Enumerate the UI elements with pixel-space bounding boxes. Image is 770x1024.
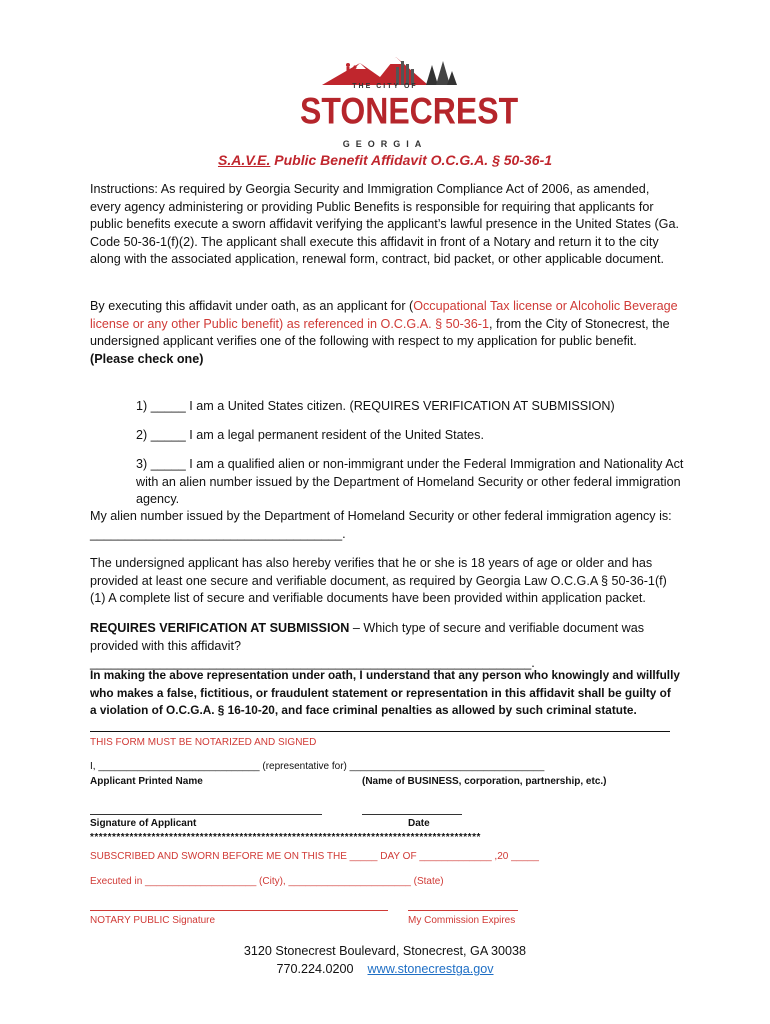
verification-question: – Which type of secure and verifiable document was provided with this affidavit? _______________________________________________________________. [90,621,645,671]
section-divider [90,731,670,732]
logo-the-city-of: THE CITY OF [352,83,418,90]
applicant-printed-name-label: Applicant Printed Name [90,776,203,787]
commission-expires-line [408,910,518,911]
executed-in-line: Executed in ____________________ (City), ______________________ (State) [90,876,444,887]
notary-signature-label: NOTARY PUBLIC Signature [90,915,216,926]
title-abbreviation: S.A.V.E. [217,152,271,168]
oath-tail: , from the City of Stonecrest, the undersigned applicant verifies one of the following with respect to my application for public benefit. [90,316,670,349]
penalty-paragraph: In making the above representation under oath, I understand that any person who knowingly and willfully who makes a false, fictitious, or fraudulent statement or representation in this affidavit shall be guilty of a violation of O.C.G.A. § 16-10-20, and face criminal penalties as allowed by such criminal statute. [90,668,680,718]
option-qualified-alien: 3) _____ I am a qualified alien or non-immigrant under the Federal Immigration and Nationality Act with an alien number issued by the Department of Homeland Security or other federal immigration agency. [136,457,684,507]
oath-lead: By executing this affidavit under oath, as an applicant for ( [90,299,414,313]
signature-line [90,814,322,815]
signature-of-applicant-label: Signature of Applicant [90,818,197,829]
date-label: Date [408,818,430,829]
footer-contact [0,962,770,976]
check-one-label: (Please check one) [90,351,204,366]
subscribed-sworn-line: SUBSCRIBED AND SWORN BEFORE ME ON THIS THE _____ DAY OF _____________ ,20 _____ [90,851,539,862]
oath-benefit-reference: Occupational Tax license or Alcoholic Beverage license or any other Public benefit) as referenced in O.C.G.A. § 50-36-1 [90,299,678,331]
commission-expires-label: My Commission Expires [408,915,516,926]
verification-heading: REQUIRES VERIFICATION AT SUBMISSION [90,621,350,635]
date-line [362,814,462,815]
oath-paragraph [90,298,680,368]
business-name-label: (Name of BUSINESS, corporation, partnership, etc.) [362,776,607,787]
alien-number-line: My alien number issued by the Department of Homeland Security or other federal immigration agency is: ____________________________________. [90,509,672,541]
star-separator: ***************************************************************************************** [90,832,481,843]
footer-address: 3120 Stonecrest Boulevard, Stonecrest, GA 30038 [243,944,527,958]
verification-paragraph [90,620,680,673]
notary-signature-line [90,910,388,911]
age-statement-paragraph: The undersigned applicant has also hereby verifies that he or she is 18 years of age or older and has provided at least one secure and verifiable document, as required by Georgia Law O.C.G.A § 50-36-1(f) (1) A complete list of secure and verifiable documents have been provided within application packet. [90,556,667,606]
option-citizen: 1) _____ I am a United States citizen. (REQUIRES VERIFICATION AT SUBMISSION) [136,399,615,413]
representative-line: I, _____________________________ (representative for) ___________________________________ [90,761,545,772]
notarize-notice: THIS FORM MUST BE NOTARIZED AND SIGNED [90,737,317,748]
logo-state: GEORGIA [342,139,428,149]
option-permanent-resident: 2) _____ I am a legal permanent resident of the United States. [136,428,484,442]
instructions-paragraph: Instructions: As required by Georgia Security and Immigration Compliance Act of 2006, as amended, every agency administering or providing Public Benefits is responsible for requiring that applicants for public benefits execute a sworn affidavit verifying the applicant’s lawful presence in the United States (Ga. Code 50-36-1(f)(2). The applicant shall execute this affidavit in front of a Notary and return it to the city along with the associated application, renewal form, contract, bid packet, or other applicable document. [90,182,679,267]
footer-website-link[interactable]: www.stonecrestga.gov [367,962,494,976]
title-text: Public Benefit Affidavit O.C.G.A. § 50-36-1 [270,152,553,168]
logo-city-name: STONECREST [300,90,519,132]
page-title [0,152,770,168]
city-logo [300,55,519,155]
footer-phone: 770.224.0200 [276,962,354,976]
